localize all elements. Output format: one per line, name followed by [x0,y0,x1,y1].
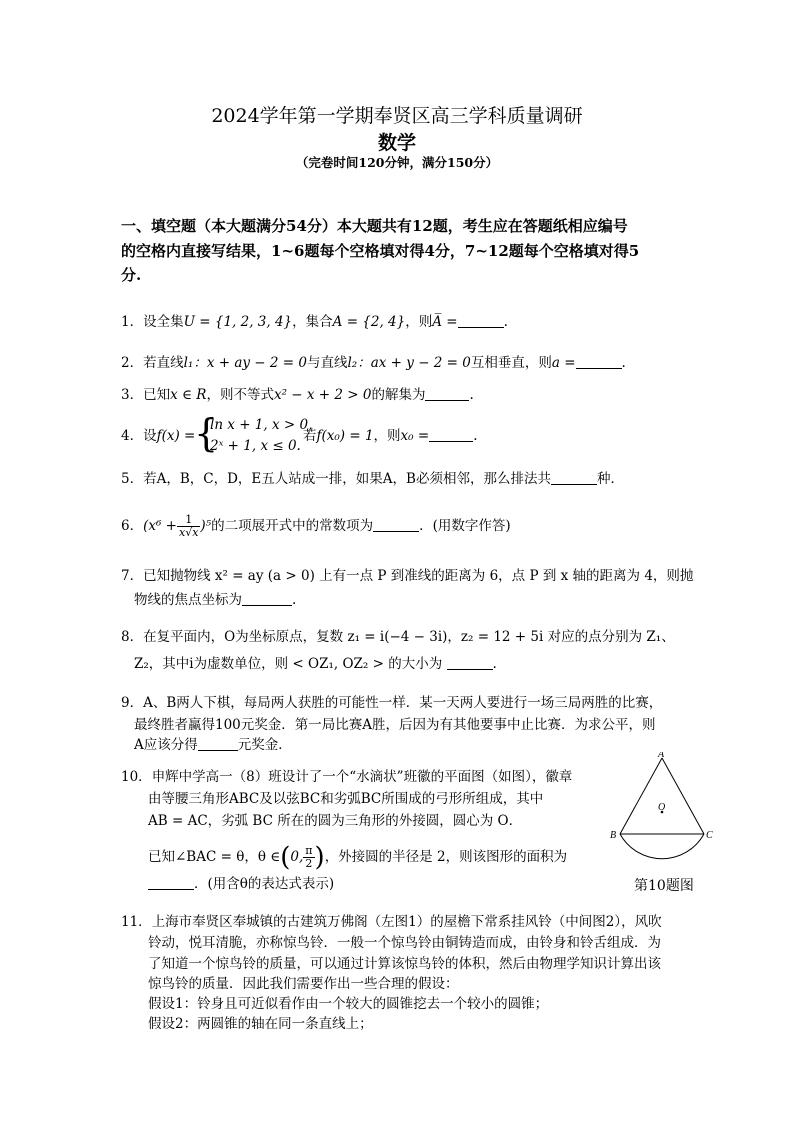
math-expression: f(x) = [156,428,196,444]
question-9-line1 [121,694,662,712]
question-2 [121,354,626,372]
question-text: 已知抛物线 x² = ay (a > 0) 上有一点 P 到准线的距离为 6，点 P 到 x 轴的距离为 4，则抛 [143,568,694,584]
fraction-denominator: x√x [179,526,199,539]
section-heading-line1: 一、填空题（本大题满分54分）本大题共有12题，考生应在答题纸相应编号 [121,217,628,235]
figure-caption: 第10题图 [634,878,694,894]
question-text: 申辉中学高一（8）班设计了一个“水滴状”班徽的平面图（如图），徽章 [151,769,573,785]
math-expression: x₀ = [400,428,430,444]
interval-start: 0, [290,849,304,865]
label-o: O [658,802,666,813]
question-number: 6． [121,518,144,534]
question-text: ，外接圆的半径是 2，则该图形的面积为 [324,849,568,865]
question-number: 8． [121,629,144,645]
close-paren: ) [314,842,325,873]
side-ab [620,758,662,834]
fraction-numerator: π [305,844,313,857]
question-10-figure [600,752,730,876]
fraction-numerator: 1 [177,514,200,527]
question-4-label [121,427,195,445]
fraction [303,845,314,870]
question-text: 的解集为 [371,387,426,403]
question-text: 若直线 [143,355,184,371]
question-text: 物线的焦点坐标为 [134,592,242,608]
question-10-line5 [148,875,334,893]
question-text: 已知 [143,387,171,403]
question-7-line2 [134,591,296,609]
question-text: 与直线 [306,355,348,371]
question-4-rest [303,427,477,445]
math-expression: A = {2, 4} [332,314,406,330]
subject-title: 数学 [377,132,416,154]
minor-arc-bc [620,834,704,859]
label-c: C [706,830,713,841]
question-number: 5． [121,471,144,487]
answer-blank[interactable] [242,592,292,606]
side-ac [662,758,704,834]
question-text: ，则 [405,314,433,330]
question-end: 种． [596,471,624,487]
question-text: 上海市奉贤区奉城镇的古建筑万佛阁（左图1）的屋檐下常系挂风铃（中间图2），风吹 [151,914,662,930]
question-text: ．(用含θ的表达式表示) [194,876,335,892]
question-9-line2: 最终胜者赢得100元奖金．第一局比赛A胜，后因为有其他要事中止比赛．为求公平，则 [134,717,656,733]
question-3 [121,386,474,404]
question-1 [121,313,508,331]
question-text: 已知∠BAC = θ，θ ∈ [148,849,281,865]
question-text: 在复平面内，O为坐标原点，复数 z₁ = i(−4 − 3i)，z₂ = 12 + 5i 对应的点分别为 Z₁、 [143,629,675,645]
math-expression: )⁵ [200,518,212,534]
question-end: . [492,656,497,672]
answer-blank[interactable] [576,355,622,369]
question-text: 的二项展开式中的常数项为 [211,518,374,534]
section-heading-line2: 的空格内直接写结果，1~6题每个空格填对得4分，7~12题每个空格填对得5 [121,242,640,260]
question-5 [121,470,624,488]
question-10-line1 [121,768,572,786]
question-number: 9． [121,695,144,711]
water-drop-diagram [600,752,730,872]
question-text: A、B两人下棋，每局两人获胜的可能性一样．某一天两人要进行一场三局两胜的比赛， [143,695,663,711]
question-number: 10． [121,769,152,785]
math-expression: U = {1, 2, 3, 4} [183,314,293,330]
question-6 [121,514,511,539]
question-text: 设 [143,428,157,444]
question-number: 7． [121,568,144,584]
math-expression: l₂：ax + y − 2 = 0 [347,355,471,371]
answer-blank[interactable] [148,876,194,890]
question-11-line2: 铃动，悦耳清脆，亦称惊鸟铃．一般一个惊鸟铃由铜铸造而成，由铃身和铃舌组成．为 [148,935,661,951]
open-paren: ( [280,842,291,873]
question-number: 2． [121,355,144,371]
math-expression: f(x₀) = 1 [316,428,374,444]
question-8-line1 [121,628,675,646]
fraction-denominator: 2 [305,857,313,870]
question-11-line6: 假设2：两圆锥的轴在同一条直线上； [148,1016,373,1032]
question-text: ，则 [373,428,401,444]
answer-blank[interactable] [373,518,419,532]
question-9-line3 [134,736,292,754]
question-text: Z₂，其中i为虚数单位，则 < OZ₁, OZ₂ > 的大小为 [134,656,443,672]
label-a: A [658,752,665,760]
math-expression: x ∈ R [170,387,207,403]
question-text: ，则不等式 [206,387,274,403]
question-11-line3: 了知道一个惊鸟铃的质量，可以通过计算该惊鸟铃的体积，然后由物理学知识计算出该 [148,956,661,972]
label-b: B [610,830,617,841]
question-11-line4: 惊鸟铃的质量．因此我们需要作出一些合理的假设： [148,976,459,992]
question-end: 元奖金． [237,737,292,753]
fraction [177,514,200,539]
question-text: 若A，B，C，D，E五人站成一排，如果A，B必须相邻，那么排法共 [143,471,551,487]
answer-blank[interactable] [458,314,504,328]
question-end: ．(用数字作答) [419,518,511,534]
piecewise-case-1: ln x + 1, x > 0, [210,417,313,433]
math-expression: x² − x + 2 > 0 [273,387,372,403]
question-10-line3: AB = AC，劣弧 BC 所在的圆为三角形的外接圆，圆心为 O． [148,813,523,829]
question-11-line5: 假设1：铃身且可近似看作由一个较大的圆锥挖去一个较小的圆锥； [148,996,549,1012]
question-number: 1． [121,314,144,330]
section-heading-line3: 分. [121,266,142,284]
piecewise-case-2: 2ˣ + 1, x ≤ 0. [210,438,301,454]
math-expression: A̅ = [432,314,458,330]
answer-blank[interactable] [429,428,473,442]
question-end: . [503,314,508,330]
question-end: . [292,592,297,608]
page-title: 2024学年第一学期奉贤区高三学科质量调研 [211,105,583,127]
answer-blank[interactable] [551,471,597,485]
question-text: 设全集 [143,314,184,330]
question-11-line1 [121,913,662,931]
math-expression: (x⁶ + [143,518,177,534]
question-number: 4． [121,428,144,444]
answer-blank[interactable] [447,656,493,670]
question-text: 若 [303,428,317,444]
question-text: A应该分得 [134,737,198,753]
question-end: . [469,387,474,403]
question-10-line2: 由等腰三角形ABC及以弦BC和劣弧BC所围成的弓形所组成，其中 [148,791,544,807]
piecewise-brace: { [194,411,219,455]
question-number: 11． [121,914,152,930]
question-text: 互相垂直，则 [470,355,552,371]
math-expression: l₁：x + ay − 2 = 0 [183,355,307,371]
question-text: ，集合 [292,314,333,330]
answer-blank[interactable] [198,737,238,751]
exam-time-note: （完卷时间120分钟，满分150分） [295,155,499,170]
question-end: . [473,428,478,444]
answer-blank[interactable] [425,387,469,401]
question-10-line4 [148,842,568,873]
question-7-line1 [121,567,693,585]
math-expression: a = [551,355,576,371]
question-number: 3． [121,387,144,403]
question-end: . [621,355,626,371]
question-8-line2 [134,655,497,673]
